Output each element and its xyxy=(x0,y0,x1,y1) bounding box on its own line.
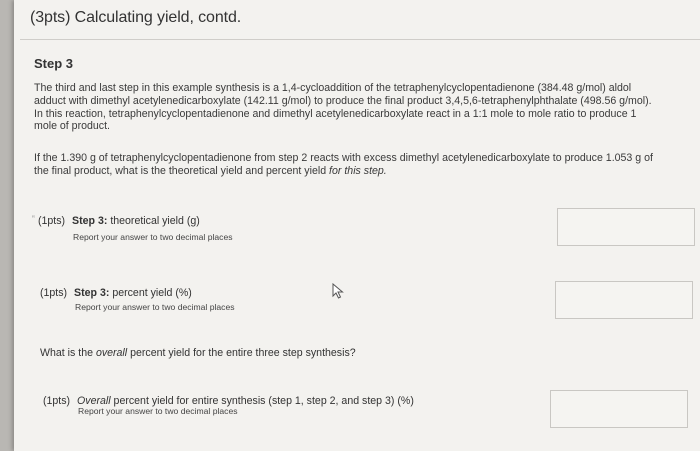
description-line: adduct with dimethyl acetylenedicarboxylate (142.11 g/mol) to produce the final product 3,4,5,6-tetraphenylphthalate (498.56 g/mol). xyxy=(34,94,652,107)
question-step-label: Step 3: xyxy=(74,287,110,299)
page-title: (3pts) Calculating yield, contd. xyxy=(30,9,242,26)
step-description xyxy=(34,82,652,133)
step-question-text xyxy=(34,152,653,178)
step-title: Step 3 xyxy=(34,56,74,71)
overall-question-before: What is the xyxy=(40,347,96,359)
overall-yield-question xyxy=(40,347,356,359)
question-label: percent yield for entire synthesis (step 1, step 2, and step 3) (%) xyxy=(110,395,414,407)
question-label: theoretical yield (g) xyxy=(107,215,200,227)
question-label: percent yield (%) xyxy=(109,287,192,299)
question-overall-label: Overall xyxy=(77,395,111,407)
question-hint: Report your answer to two decimal places xyxy=(75,302,235,312)
description-line: In this reaction, tetraphenylcyclopentadienone and dimethyl acetylenedicarboxylate react in a 1:1 mole to mole ratio to produce 1 xyxy=(34,107,637,120)
description-line: mole of product. xyxy=(34,120,110,133)
question-line-plain: the final product, what is the theoretical yield and percent yield xyxy=(34,164,330,177)
overall-question-after: percent yield for the entire three step synthesis? xyxy=(127,347,356,359)
question-points: (1pts) xyxy=(38,215,66,227)
question-line xyxy=(34,165,653,178)
title-divider xyxy=(20,39,700,40)
question-page xyxy=(14,0,700,451)
question-percent-yield xyxy=(40,287,192,299)
mouse-pointer-icon xyxy=(332,283,346,299)
theoretical-yield-input[interactable] xyxy=(557,208,695,246)
question-theoretical-yield xyxy=(38,215,200,227)
question-hint: Report your answer to two decimal places xyxy=(78,406,238,416)
percent-yield-input[interactable] xyxy=(555,281,693,319)
question-line-italic: for this step. xyxy=(329,164,387,177)
overall-yield-input[interactable] xyxy=(550,390,688,428)
question-line: If the 1.390 g of tetraphenylcyclopentadienone from step 2 reacts with excess dimethyl acetylenedicarboxylate to produce 1.053 g of xyxy=(34,152,653,164)
overall-question-italic: overall xyxy=(95,347,128,359)
question-hint: Report your answer to two decimal places xyxy=(73,232,233,242)
question-points: (1pts) xyxy=(40,287,68,299)
description-line: The third and last step in this example synthesis is a 1,4-cycloaddition of the tetraphenylcyclopentadienone (384.48 g/mol) aldol xyxy=(34,82,632,94)
focus-marker-icon: ‟ xyxy=(32,214,35,224)
question-step-label: Step 3: xyxy=(72,215,108,227)
question-points: (1pts) xyxy=(43,395,71,407)
